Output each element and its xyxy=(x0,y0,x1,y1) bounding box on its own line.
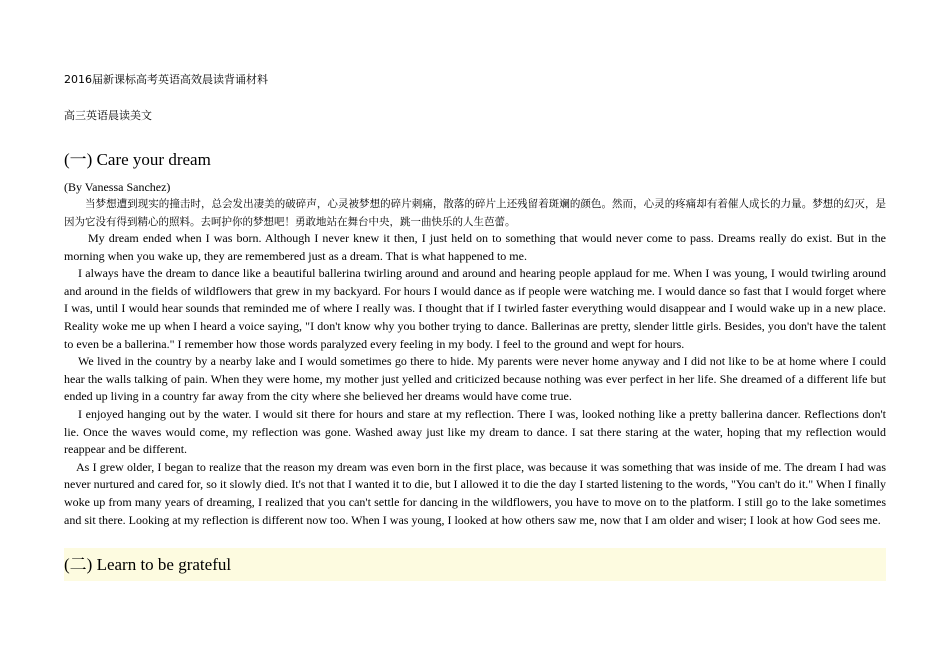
chinese-summary: 当梦想遭到现实的撞击时，总会发出凄美的破碎声，心灵被梦想的碎片刺痛，散落的碎片上还残留着斑斓的颜色。然而，心灵的疼痛却有着催人成长的力量。梦想的幻灭，是因为它没有得到精心的照料。去呵护你的梦想吧！勇敢地站在舞台中央，跳一曲快乐的人生芭蕾。 xyxy=(64,198,886,228)
author-byline: (By Vanessa Sanchez) xyxy=(64,180,171,194)
section-heading-learn-to-be-grateful: (二) Learn to be grateful xyxy=(64,555,232,574)
body-paragraph: As I grew older, I began to realize that the reason my dream was even born in the first place, was because it was something that was inside of me. The dream I had was never nurtured and cared for, so it slowly died. It's not that I wanted it to die, but I allowed it to die the day I started listening to the words, "You can't do it." When I finally woke up from many years of dreaming, I realized that you can't settle for dancing in the wildflowers, you have to move on to the platform. I still go to the lake sometimes and sit there. Looking at my reflection is different now too. When I was young, I looked at how others saw me, now that I am older and wiser; I look at how God sees me. xyxy=(64,459,886,527)
body-paragraph: We lived in the country by a nearby lake and I would sometimes go there to hide. My parents were never home anyway and I did not like to be at home where I could hear the walls talking of pain. When they were home, my mother just yelled and criticized because nothing was ever perfect in her life. She dreamed of a different life but ended up living in a country far away from the city where she believed her dreams would have come true. xyxy=(64,354,886,404)
document-title: 2016届新课标高考英语高效晨读背诵材料 xyxy=(64,73,268,86)
body-paragraph: My dream ended when I was born. Although I never knew it then, I just held on to something that would never come to pass. Dreams really do exist. But in the morning when you wake up, they are remembered just as a dream. That is what happened to me. xyxy=(64,231,886,263)
section-heading-care-your-dream: (一) Care your dream xyxy=(64,150,211,169)
body-paragraph: I enjoyed hanging out by the water. I would sit there for hours and stare at my reflection. There I was, looked nothing like a pretty ballerina dancer. Reflections don't lie. Once the waves would come, my reflection was gone. Washed away just like my dream to dance. I sat there staring at the water, hoping that my reflection would reappear and be different. xyxy=(64,406,886,457)
article-body xyxy=(64,230,886,529)
document-subtitle: 高三英语晨读美文 xyxy=(64,109,152,122)
body-paragraph: I always have the dream to dance like a beautiful ballerina twirling around and around and hearing people applaud for me. When I was young, I would twirling around and around in the fields of wildflowers that grew in my backyard. For hours I would dance as if people were watching me. I would dance so fast that I would forget where I was, until I would hear sounds that reminded me of where I really was. I thought that if I twirled faster everything would disappear and I would wake up in a new place. Reality woke me up when I heard a voice saying, "I don't know why you bother trying to dance. Ballerinas are pretty, slender little girls. Besides, you don't have the talent to even be a ballerina." I remember how those words paralyzed every feeling in my body. I feel to the ground and wept for hours. xyxy=(64,266,886,351)
